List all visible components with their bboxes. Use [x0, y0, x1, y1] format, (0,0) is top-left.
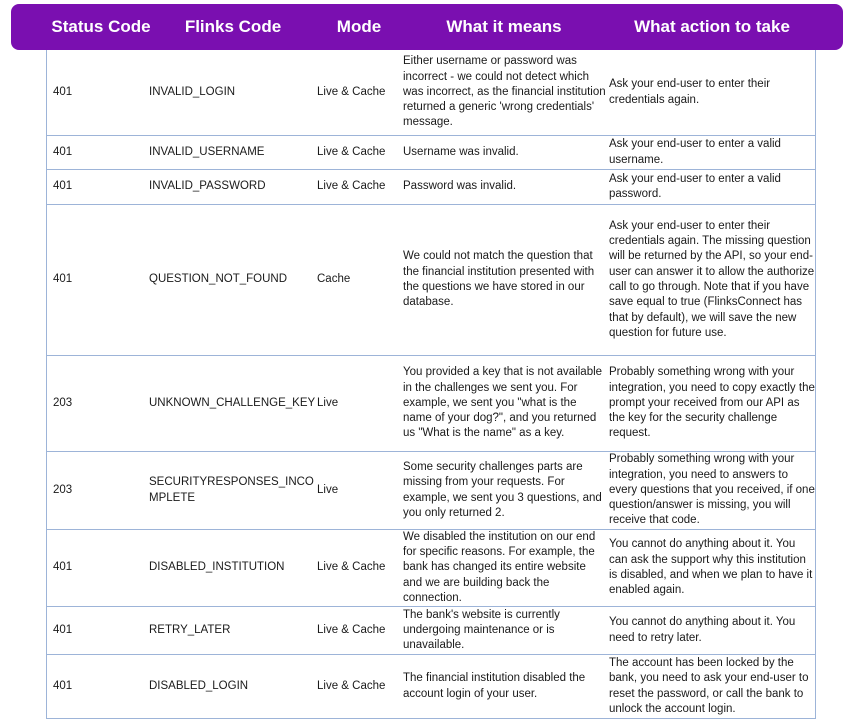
meaning-cell: We could not match the question that the financial institution presented with the questions we have stored in our database.	[403, 250, 595, 309]
error-codes-table	[46, 50, 816, 719]
flinks-code-cell: INVALID_LOGIN	[149, 85, 236, 98]
meaning-cell: Username was invalid.	[403, 145, 519, 158]
meaning-cell: You provided a key that is not available in the challenges we sent you. For example, we sent you "what is the name of your dog?", and you returned us "What is the name" as a key.	[403, 366, 603, 440]
action-cell: Probably something wrong with your integration, you need to copy exactly the prompt your received from our API as the key for the security challenge request.	[609, 366, 815, 440]
action-cell: Ask your end-user to enter their credentials again. The missing question will be returned by the API, so your end-user can answer it to allow the authorize call to go through. Note that if you have save equal to true (FlinksConnect has that by default), we will save the new question for future use.	[609, 219, 815, 339]
action-cell: Probably something wrong with your integration, you need to answers to every questions that you received, if one question/answer is missing, you will receive that code.	[609, 453, 815, 527]
status-code-cell: 401	[53, 679, 73, 692]
status-code-cell: 203	[53, 396, 73, 409]
mode-cell: Live	[317, 483, 339, 496]
flinks-code-cell: DISABLED_LOGIN	[149, 679, 249, 692]
table-row	[47, 530, 815, 607]
header-what-it-means: What it means	[446, 17, 562, 36]
flinks-code-cell: INVALID_PASSWORD	[149, 180, 266, 193]
action-cell: Ask your end-user to enter their credentials again.	[609, 78, 771, 106]
table-row	[47, 136, 815, 170]
header-flinks-code: Flinks Code	[184, 17, 282, 36]
meaning-cell: The financial institution disabled the account login of your user.	[403, 672, 586, 700]
table-row	[47, 50, 815, 136]
mode-cell: Live & Cache	[317, 145, 386, 158]
action-cell: You cannot do anything about it. You can ask the support why this institution is disabled, and when we plan to have it enabled again.	[609, 538, 813, 597]
status-code-cell: 401	[53, 85, 73, 98]
meaning-cell: Password was invalid.	[403, 180, 517, 193]
status-code-cell: 401	[53, 145, 73, 158]
status-code-cell: 401	[53, 273, 73, 286]
flinks-code-cell: RETRY_LATER	[149, 623, 231, 636]
status-code-cell: 401	[53, 180, 73, 193]
status-code-cell: 401	[53, 623, 73, 636]
header-mode: Mode	[336, 17, 382, 36]
mode-cell: Live & Cache	[317, 679, 386, 692]
table-row	[47, 655, 815, 718]
table-row	[47, 607, 815, 655]
meaning-cell: Either username or password was incorrect - we could not detect which was incorrect, as the financial institution returned a generic 'wrong credentials' message.	[403, 55, 606, 129]
action-cell: Ask your end-user to enter a valid password.	[609, 172, 781, 200]
meaning-cell: Some security challenges parts are missing from your requests. For example, we sent you 3 questions, and you only returned 2.	[403, 460, 602, 519]
status-code-cell: 203	[53, 483, 73, 496]
flinks-code-cell: INVALID_USERNAME	[149, 145, 265, 158]
flinks-code-cell: QUESTION_NOT_FOUND	[149, 273, 288, 286]
meaning-cell: The bank's website is currently undergoing maintenance or is unavailable.	[403, 608, 560, 652]
mode-cell: Live & Cache	[317, 85, 386, 98]
mode-cell: Live & Cache	[317, 561, 386, 574]
action-cell: Ask your end-user to enter a valid username.	[609, 138, 781, 166]
table-header	[11, 4, 843, 50]
action-cell: You cannot do anything about it. You need to retry later.	[609, 616, 796, 644]
flinks-code-cell: DISABLED_INSTITUTION	[149, 561, 285, 574]
action-cell: The account has been locked by the bank, you need to ask your end-user to reset the password, or call the bank to unlock the account login.	[609, 656, 809, 715]
flinks-code-cell: SECURITYRESPONSES_INCOMPLETE	[149, 476, 314, 504]
flinks-code-cell: UNKNOWN_CHALLENGE_KEY	[149, 396, 316, 409]
mode-cell: Live	[317, 396, 339, 409]
table-row	[47, 452, 815, 530]
meaning-cell: We disabled the institution on our end for specific reasons. For example, the bank has changed its entire website and we are building back the connection.	[403, 530, 596, 604]
table-row	[47, 205, 815, 356]
mode-cell: Live & Cache	[317, 180, 386, 193]
header-status-code: Status Code	[51, 17, 151, 36]
header-what-action-to-take: What action to take	[634, 17, 790, 36]
table-row	[47, 170, 815, 205]
status-code-cell: 401	[53, 561, 73, 574]
mode-cell: Cache	[317, 273, 351, 286]
table-row	[47, 356, 815, 452]
mode-cell: Live & Cache	[317, 623, 386, 636]
